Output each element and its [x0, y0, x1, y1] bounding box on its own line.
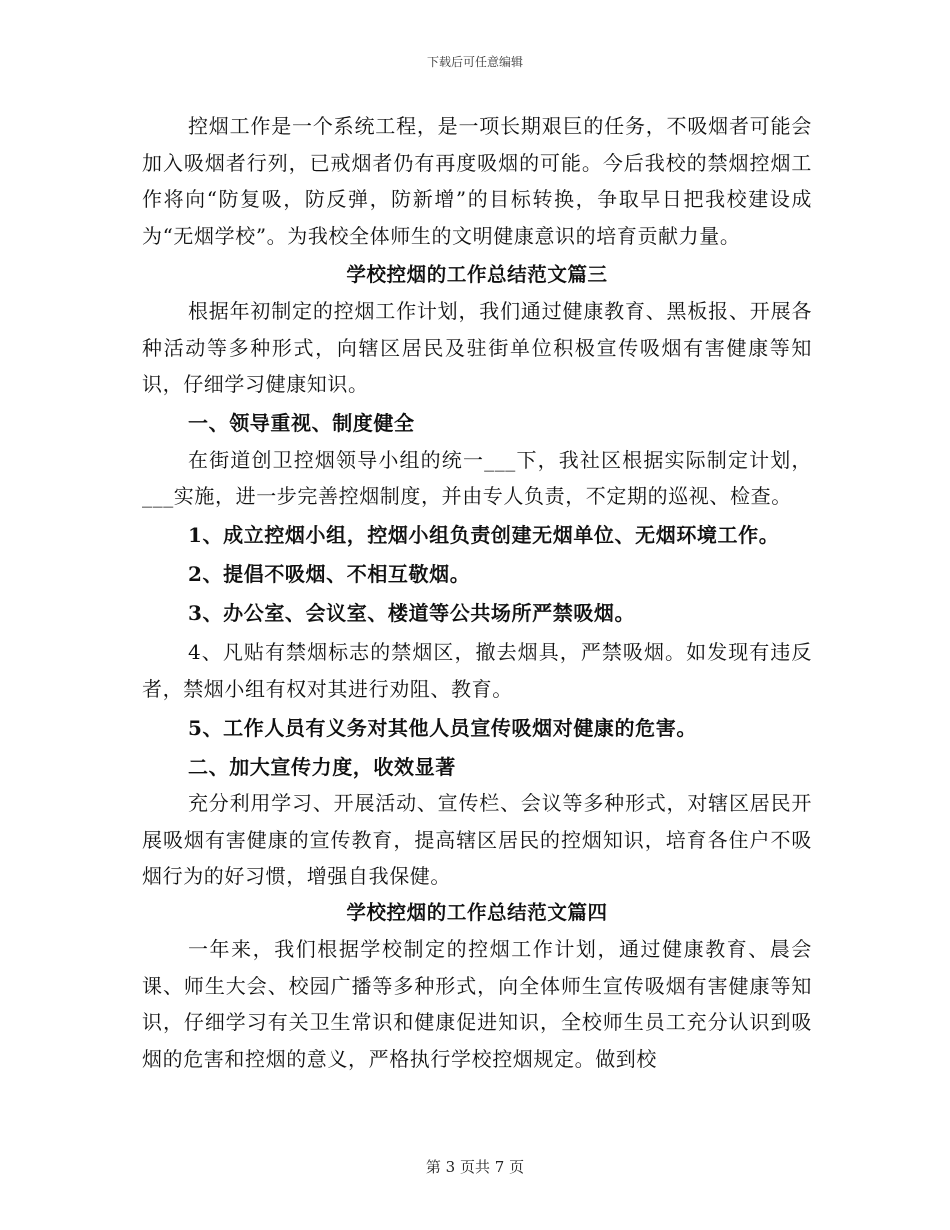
- page-header: 下载后可任意编辑: [426, 55, 523, 69]
- list-item-1: 1、成立控烟小组，控烟小组负责创建无烟单位、无烟环境工作。: [188, 523, 780, 547]
- paragraph-publicity: 充分利用学习、开展活动、宣传栏、会议等多种形式，对辖区居民开展吸烟有害健康的宣传教育，提高辖区居民的控烟知识，培育各住户不吸烟行为的好习惯，增强自我保健。: [142, 791, 812, 888]
- paragraph-conclusion: 控烟工作是一个系统工程，是一项长期艰巨的任务，不吸烟者可能会加入吸烟者行列，已戒烟者仍有再度吸烟的可能。今后我校的禁烟控烟工作将向“防复吸，防反弹，防新增”的目标转换，争取早日把我校建设成为“无烟学校”。为我校全体师生的文明健康意识的培育贡献力量。: [142, 114, 812, 248]
- section-heading-3: 学校控烟的工作总结范文篇三: [346, 262, 608, 286]
- page-footer: 第 3 页共 7 页: [425, 1158, 525, 1176]
- list-item-3: 3、办公室、会议室、楼道等公共场所严禁吸烟。: [188, 601, 636, 625]
- list-item-5: 5、工作人员有义务对其他人员宣传吸烟对健康的危害。: [188, 715, 697, 740]
- subheading-publicity: 二、加大宣传力度，收效显著: [188, 754, 456, 779]
- section-heading-4: 学校控烟的工作总结范文篇四: [346, 900, 608, 924]
- paragraph-intro-4: 一年来，我们根据学校制定的控烟工作计划，通过健康教育、晨会课、师生大会、校园广播等多种形式，向全体师生宣传吸烟有害健康等知识，仔细学习有关卫生常识和健康促进知识，全校师生员工充分认识到吸烟的危害和控烟的意义，严格执行学校控烟规定。做到校: [142, 937, 812, 1071]
- subheading-leadership: 一、领导重视、制度健全: [188, 411, 415, 435]
- document-body: [142, 108, 812, 1077]
- paragraph-leadership: 在街道创卫控烟领导小组的统一___下，我社区根据实际制定计划，___实施，进一步完善控烟制度，并由专人负责，不定期的巡视、检查。: [142, 447, 812, 508]
- list-item-4: 4、凡贴有禁烟标志的禁烟区，撤去烟具，严禁吸烟。如发现有违反者，禁烟小组有权对其进行劝阻、教育。: [142, 640, 812, 701]
- list-item-2: 2、提倡不吸烟、不相互敬烟。: [188, 562, 471, 586]
- paragraph-intro-3: 根据年初制定的控烟工作计划，我们通过健康教育、黑板报、开展各种活动等多种形式，向辖区居民及驻街单位积极宣传吸烟有害健康等知识，仔细学习健康知识。: [142, 299, 812, 396]
